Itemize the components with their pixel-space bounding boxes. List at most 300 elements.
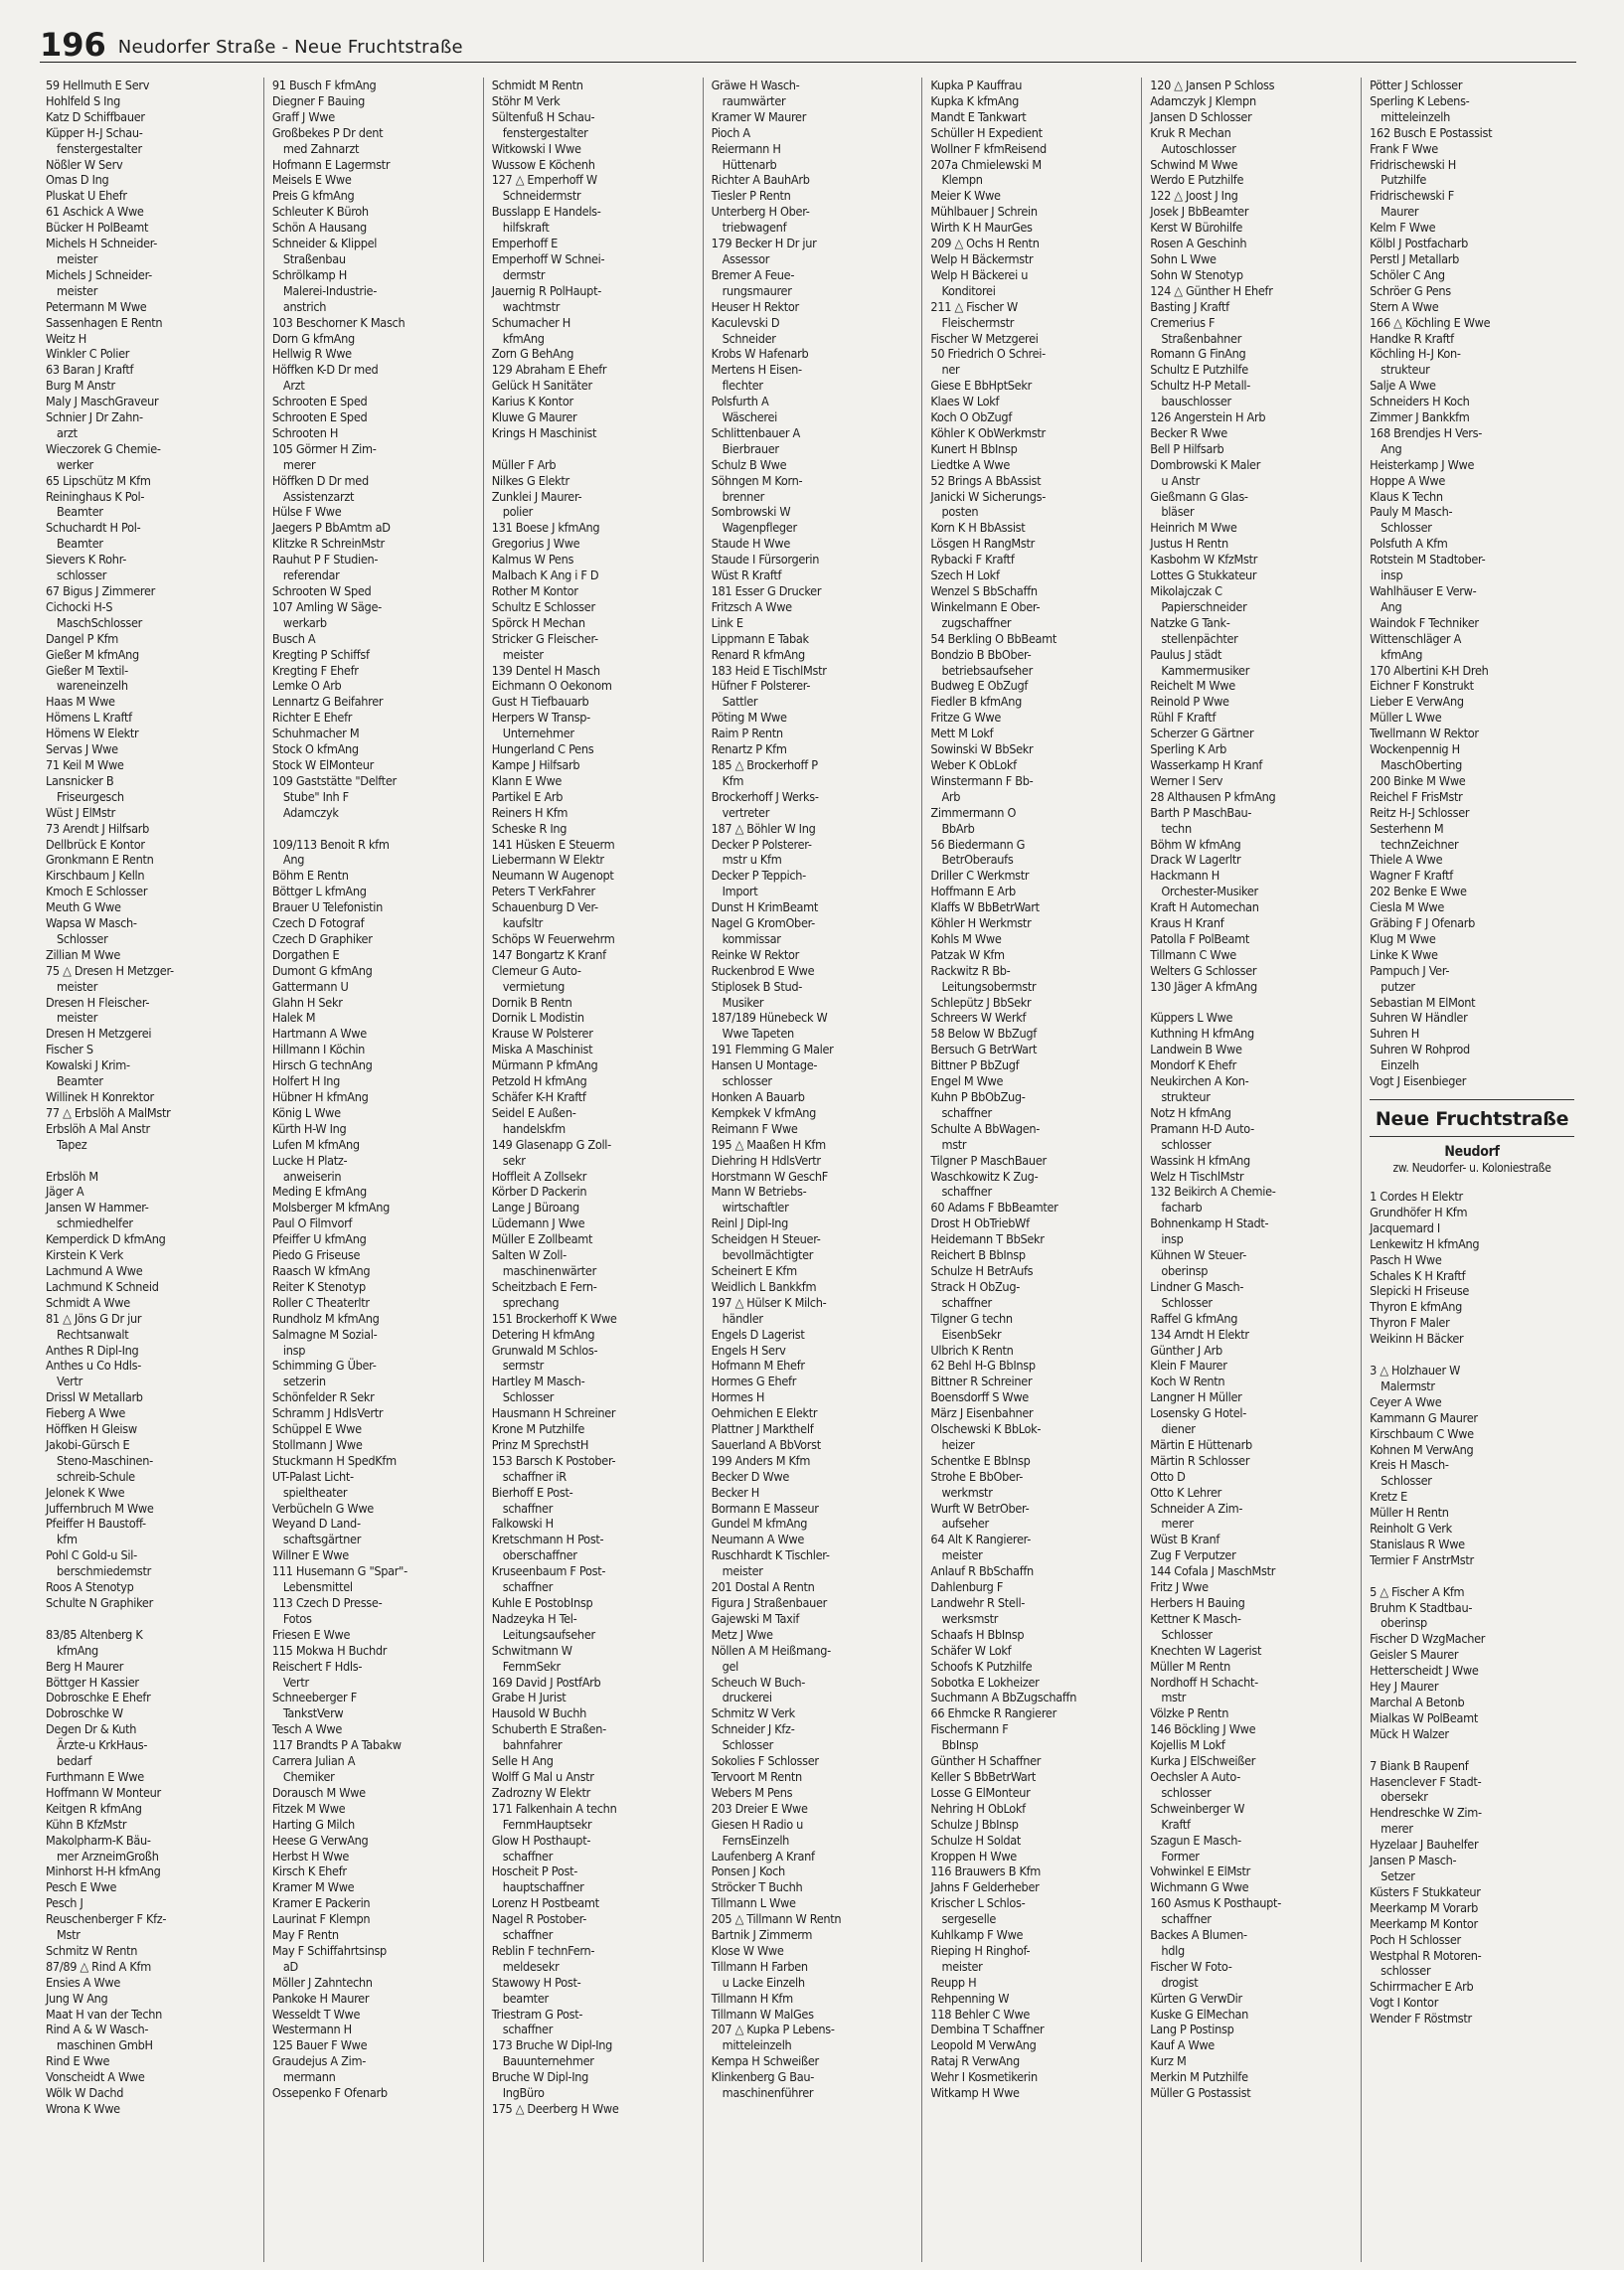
directory-entry: betriebsaufseher	[930, 662, 1033, 678]
directory-entry: Anlauf R BbSchaffn	[930, 1563, 1034, 1579]
directory-entry: Kampe J Hilfsarb	[491, 756, 580, 772]
directory-entry: Kregting P Schiffsf	[271, 646, 370, 662]
directory-entry: Küppers L Wwe	[1150, 1010, 1233, 1026]
directory-entry: mstr	[930, 1136, 967, 1152]
directory-entry: Rauhut P F Studien-	[271, 552, 379, 568]
directory-entry: Krings H Maschinist	[491, 424, 597, 440]
directory-entry	[46, 1611, 257, 1627]
directory-entry: Körber D Packerin	[491, 1184, 587, 1200]
directory-entry: Selle H Ang	[491, 1753, 554, 1769]
directory-entry: Scheidgen H Steuer-	[711, 1231, 821, 1247]
directory-entry: Schröer G Pens	[1370, 282, 1451, 298]
directory-entry: Nilkes G Elektr	[491, 472, 569, 488]
directory-entry: Lorenz H Postbeamt	[491, 1895, 599, 1911]
directory-entry: Brauer U Telefonistin	[271, 899, 384, 915]
directory-entry: 209 △ Ochs H Rentn	[930, 236, 1040, 251]
directory-entry: raumwärter	[711, 92, 786, 108]
directory-entry: techn	[1150, 820, 1192, 836]
directory-entry: Günther H Schaffner	[930, 1753, 1042, 1769]
directory-entry: Lippmann E Tabak	[711, 630, 809, 646]
directory-entry: 66 Ehmcke R Rangierer	[930, 1705, 1056, 1721]
directory-entry: 199 Anders M Kfm	[711, 1452, 811, 1468]
directory-entry: Maat H van der Techn	[46, 2006, 163, 2022]
directory-entry	[272, 821, 477, 837]
directory-entry: Lindner G Masch-	[1150, 1278, 1244, 1294]
directory-entry: Weitz H	[46, 330, 86, 346]
directory-entry: 28 Althausen P kfmAng	[1150, 788, 1276, 804]
directory-entry: Engel M Wwe	[930, 1073, 1004, 1089]
directory-entry: Weikinn H Bäcker	[1370, 1331, 1464, 1347]
directory-column	[921, 78, 1141, 2262]
directory-entry: Sowinski W BbSekr	[930, 741, 1034, 757]
directory-entry: Nöllen A M Heißmang-	[711, 1642, 831, 1658]
directory-entry: Dumont G kfmAng	[271, 962, 373, 978]
directory-entry: triebwagenf	[711, 220, 787, 236]
directory-entry: Schulze H Soldat	[930, 1832, 1022, 1848]
directory-entry: Fritzsch A Wwe	[711, 598, 792, 614]
directory-entry: Wieczorek G Chemie-	[46, 440, 161, 456]
directory-entry: Ceyer A Wwe	[1370, 1393, 1442, 1409]
directory-entry: Schleuter K Büroh	[271, 204, 369, 220]
directory-entry: Verbücheln G Wwe	[271, 1500, 374, 1516]
directory-entry: bevollmächtigter	[711, 1247, 814, 1263]
directory-entry: Vogt I Kontor	[1370, 1995, 1439, 2011]
directory-column	[263, 78, 483, 2262]
directory-entry	[1370, 1568, 1574, 1584]
directory-entry: Mondorf K Ehefr	[1150, 1057, 1237, 1073]
directory-entry: Hungerland C Pens	[491, 741, 594, 757]
directory-entry	[1150, 995, 1355, 1011]
directory-entry: Mett M Lokf	[930, 726, 994, 741]
directory-entry: Schultz H-P Metall-	[1150, 378, 1251, 394]
directory-entry: Busslapp E Handels-	[491, 204, 601, 220]
directory-entry: Former	[1150, 1848, 1200, 1864]
directory-entry: Wenzel S BbSchaffn	[930, 583, 1038, 598]
directory-entry: Dunst H KrimBeamt	[711, 899, 819, 915]
directory-entry: schlosser	[1150, 1784, 1212, 1800]
directory-entry: Schrooten E Sped	[271, 394, 368, 409]
directory-entry: Tilgner P MaschBauer	[930, 1152, 1047, 1168]
district-note: zw. Neudorfer- u. Koloniestraße	[1392, 1161, 1551, 1175]
directory-entry: Michels J Schneider-	[46, 266, 152, 282]
directory-entry: 151 Brockerhoff K Wwe	[491, 1310, 617, 1326]
directory-entry: maschinen GmbH	[46, 2037, 153, 2053]
directory-entry: Winstermann F Bb-	[930, 772, 1034, 788]
directory-entry: Katz D Schiffbauer	[46, 108, 145, 124]
directory-entry: Stöhr M Verk	[491, 92, 561, 108]
directory-entry: 111 Husemann G "Spar"-	[271, 1563, 407, 1579]
directory-entry: Scheske R Ing	[491, 820, 568, 836]
directory-entry: Bruche W Dipl-Ing	[491, 2069, 589, 2085]
directory-entry: Sperling K Arb	[1150, 741, 1226, 757]
directory-entry: Stock O kfmAng	[271, 741, 359, 757]
directory-entry: 83/85 Altenberg K	[46, 1626, 143, 1642]
directory-entry: Strohe E BbOber-	[930, 1468, 1024, 1484]
directory-entry: Petermann M Wwe	[46, 298, 147, 314]
directory-entry: Suhren W Händler	[1370, 1010, 1468, 1026]
directory-entry: Dobroschke E Ehefr	[46, 1690, 151, 1705]
directory-entry: Jauernig R PolHaupt-	[491, 282, 601, 298]
directory-entry: Hoffmann E Arb	[930, 884, 1016, 899]
directory-entry: Reinholt G Verk	[1370, 1521, 1452, 1537]
directory-entry: Frank F Wwe	[1370, 140, 1438, 156]
directory-entry: 3 △ Holzhauer W	[1370, 1362, 1461, 1378]
directory-entry: Petzold H kfmAng	[491, 1073, 587, 1089]
directory-entry: schreib-Schule	[46, 1468, 135, 1484]
directory-entry: kfmAng	[491, 330, 545, 346]
directory-entry: 153 Barsch K Postober-	[491, 1452, 616, 1468]
directory-entry: zugschaffner	[930, 614, 1012, 630]
directory-entry: Zorn G BehAng	[491, 346, 574, 362]
directory-entry: Hömens L Kraftf	[46, 710, 132, 726]
directory-entry: Assistenzarzt	[271, 488, 355, 504]
directory-entry: Pesch J	[46, 1895, 83, 1911]
directory-entry: Winkler C Polier	[46, 346, 130, 362]
directory-entry: Hetterscheidt J Wwe	[1370, 1663, 1479, 1679]
directory-entry: insp	[1370, 568, 1403, 583]
directory-entry: Pesch E Wwe	[46, 1879, 117, 1895]
directory-entry: 103 Beschorner K Masch	[271, 314, 406, 330]
directory-entry: Klaus K Techn	[1370, 488, 1443, 504]
directory-entry: Wahlhäuser E Verw-	[1370, 583, 1477, 598]
directory-entry: Jansen W Hammer-	[46, 1200, 149, 1216]
directory-entry: Hüttenarb	[711, 156, 777, 172]
directory-entry: Schales K H Kraftf	[1370, 1267, 1466, 1283]
directory-entry: Zimmermann O	[930, 804, 1017, 820]
directory-entry: May F Schiffahrtsinsp	[271, 1942, 387, 1958]
directory-entry: Szagun E Masch-	[1150, 1832, 1241, 1848]
directory-entry: Heisterkamp J Wwe	[1370, 456, 1475, 472]
directory-entry: Schneider & Klippel	[271, 236, 378, 251]
directory-entry: Richter E Ehefr	[271, 710, 353, 726]
directory-entry: schaffner	[930, 1184, 992, 1200]
directory-entry: Pfeiffer H Baustoff-	[46, 1516, 146, 1532]
directory-entry: Lang P Postinsp	[1150, 2022, 1234, 2037]
directory-entry: Kowalski J Krim-	[46, 1057, 130, 1073]
directory-entry: Wrona K Wwe	[46, 2101, 120, 2116]
directory-entry: Barth P MaschBau-	[1150, 804, 1252, 820]
directory-entry: Schaafs H BbInsp	[930, 1626, 1025, 1642]
directory-entry: Stiplosek B Stud-	[711, 978, 803, 994]
directory-entry: Schlepütz J BbSekr	[930, 994, 1032, 1010]
directory-entry: Figura J Straßenbauer	[711, 1595, 827, 1610]
directory-entry: Schmitz W Verk	[711, 1705, 795, 1721]
directory-entry: Klinkenberg G Bau-	[711, 2069, 815, 2085]
directory-entry: Wagenpfleger	[711, 520, 797, 536]
directory-column	[1361, 78, 1580, 2262]
directory-entry: aufseher	[930, 1516, 989, 1532]
directory-entry: Schneider A Zim-	[1150, 1500, 1243, 1516]
directory-entry: Küpper H-J Schau-	[46, 124, 143, 140]
directory-entry: Sattler	[711, 694, 758, 710]
directory-entry: Prinz M SprechstH	[491, 1436, 589, 1452]
directory-entry: druckerei	[711, 1690, 772, 1705]
directory-entry: Reischert F Hdls-	[271, 1658, 363, 1674]
directory-entry: Scheinert E Kfm	[711, 1262, 797, 1278]
directory-entry: Reichert B BbInsp	[930, 1247, 1026, 1263]
directory-entry: Wollner F kfmReisend	[930, 140, 1047, 156]
directory-entry: schaffner	[1150, 1911, 1212, 1927]
directory-entry: Bremer A Feue-	[711, 266, 795, 282]
directory-entry: Kojellis M Lokf	[1150, 1737, 1225, 1753]
directory-entry: Dorn G kfmAng	[271, 330, 355, 346]
directory-entry: merer	[1150, 1516, 1194, 1532]
directory-entry: Böttger L kfmAng	[271, 884, 367, 899]
directory-entry: Ang	[271, 852, 305, 868]
directory-entry: Schneeberger F	[271, 1690, 357, 1705]
directory-entry: Losse G ElMonteur	[930, 1784, 1031, 1800]
directory-entry: Schneidermstr	[491, 188, 581, 204]
directory-entry: posten	[930, 504, 979, 520]
directory-entry: Unternehmer	[491, 726, 574, 741]
directory-entry: Meerkamp M Kontor	[1370, 1915, 1478, 1931]
directory-entry: Raim P Rentn	[711, 726, 783, 741]
directory-entry: Ponsen J Koch	[711, 1864, 785, 1879]
directory-entry: Waindok F Techniker	[1370, 614, 1479, 630]
directory-entry: Rackwitz R Bb-	[930, 962, 1011, 978]
directory-entry: 132 Beikirch A Chemie-	[1150, 1184, 1276, 1200]
directory-entry: Rieping H Ringhof-	[930, 1942, 1031, 1958]
directory-entry: Liedtke A Wwe	[930, 456, 1011, 472]
directory-entry: Hansen U Montage-	[711, 1057, 818, 1073]
directory-entry: Winkelmann E Ober-	[930, 598, 1041, 614]
directory-entry: IngBüro	[491, 2085, 545, 2101]
directory-entry: 54 Berkling O BbBeamt	[930, 630, 1057, 646]
directory-entry: Busch A	[271, 630, 316, 646]
directory-column	[483, 78, 703, 2262]
directory-entry: Höffken D Dr med	[271, 472, 369, 488]
directory-entry: Müller G Postassist	[1150, 2085, 1251, 2101]
directory-entry: Bohnenkamp H Stadt-	[1150, 1216, 1269, 1231]
directory-entry: schaffner	[491, 1927, 554, 1943]
directory-entry: hauptschaffner	[491, 1879, 584, 1895]
directory-entry: Tillmann C Wwe	[1150, 946, 1236, 962]
directory-entry: Paul O Filmvorf	[271, 1216, 353, 1231]
directory-entry: Dembina T Schaffner	[930, 2022, 1045, 2037]
directory-entry: Eichmann O Oekonom	[491, 678, 612, 694]
directory-entry: schaftsgärtner	[271, 1532, 362, 1547]
directory-entry: Hartley M Masch-	[491, 1374, 585, 1389]
directory-entry: Schmidt M Rentn	[491, 78, 583, 92]
directory-entry: Mann W Betriebs-	[711, 1184, 807, 1200]
directory-entry: dermstr	[491, 266, 546, 282]
directory-entry: Jaegers P BbAmtm aD	[271, 520, 391, 536]
directory-entry: Krischer L Schlos-	[930, 1895, 1026, 1911]
directory-entry: Plattner J Markthelf	[711, 1421, 814, 1437]
directory-entry: Stanislaus R Wwe	[1370, 1536, 1465, 1551]
directory-entry: 207 △ Kupka P Lebens-	[711, 2022, 835, 2037]
directory-entry: 120 △ Jansen P Schloss	[1150, 78, 1275, 92]
directory-entry: Becker D Wwe	[711, 1468, 790, 1484]
directory-entry: insp	[1150, 1231, 1184, 1247]
directory-entry: Wurft W BetrOber-	[930, 1500, 1030, 1516]
directory-entry: Weyand D Land-	[271, 1516, 361, 1532]
directory-entry: Höffken K-D Dr med	[271, 362, 379, 378]
directory-entry: Glow H Posthaupt-	[491, 1832, 591, 1848]
directory-entry: Gundel M kfmAng	[711, 1516, 808, 1532]
directory-entry: 1 Cordes H Elektr	[1370, 1189, 1463, 1204]
directory-entry: Ang	[1370, 440, 1402, 456]
directory-entry: Tillmann H Farben	[711, 1958, 808, 1974]
directory-entry: 169 David J PostfArb	[491, 1674, 601, 1690]
directory-entry: Herbers H Bauing	[1150, 1595, 1245, 1610]
directory-entry: Schlosser	[1150, 1294, 1213, 1310]
directory-entry: 129 Abraham E Ehefr	[491, 362, 607, 378]
directory-entry: Otto K Lehrer	[1150, 1484, 1221, 1500]
directory-entry: Adamczyk	[271, 804, 339, 820]
directory-entry: Schuchardt H Pol-	[46, 520, 141, 536]
directory-entry: Bell P Hilfsarb	[1150, 440, 1224, 456]
directory-entry: Kmoch E Schlosser	[46, 884, 148, 899]
directory-entry: Dangel P Kfm	[46, 630, 119, 646]
directory-entry: Schulte A BbWagen-	[930, 1120, 1041, 1136]
directory-entry: Natzke G Tank-	[1150, 614, 1230, 630]
directory-entry: kommissar	[711, 930, 781, 946]
directory-entry: Schulte N Graphiker	[46, 1595, 153, 1610]
directory-entry: Welp H Bäckermstr	[930, 250, 1034, 266]
directory-entry: maschinenwärter	[491, 1262, 596, 1278]
directory-entry: merer	[1370, 1821, 1413, 1837]
directory-entry: Wassink H kfmAng	[1150, 1152, 1250, 1168]
directory-entry: Czech D Graphiker	[271, 930, 373, 946]
directory-entry: Bierhoff E Post-	[491, 1484, 573, 1500]
directory-entry: Müller H Rentn	[1370, 1505, 1449, 1521]
directory-entry: Zillian M Wwe	[46, 946, 120, 962]
directory-entry: Schrölkamp H	[271, 266, 347, 282]
directory-entry: König L Wwe	[271, 1104, 341, 1120]
directory-entry: BbInsp	[930, 1737, 979, 1753]
directory-entry: Schönfelder R Sekr	[271, 1389, 375, 1405]
directory-entry: Kettner K Masch-	[1150, 1610, 1241, 1626]
directory-entry: polier	[491, 504, 533, 520]
directory-entry: Straßenbahner	[1150, 330, 1242, 346]
directory-entry: mstr u Kfm	[711, 852, 782, 868]
directory-entry: Linke K Wwe	[1370, 946, 1438, 962]
directory-entry: Fischer W Metzgerei	[930, 330, 1039, 346]
directory-entry: Welz H TischlMstr	[1150, 1168, 1244, 1184]
directory-entry: Kohnen M VerwAng	[1370, 1441, 1474, 1457]
directory-entry: hilfskraft	[491, 220, 550, 236]
directory-entry: Geisler S Maurer	[1370, 1647, 1459, 1663]
directory-entry: Hoffleit A Zollsekr	[491, 1168, 587, 1184]
directory-entry: Pötter J Schlosser	[1370, 78, 1463, 92]
directory-entry: Reitz H-J Schlosser	[1370, 804, 1470, 820]
directory-entry: Laurinat F Klempn	[271, 1911, 371, 1927]
directory-entry: Hellwig R Wwe	[271, 346, 352, 362]
directory-entry: 166 △ Köchling E Wwe	[1370, 314, 1491, 330]
directory-entry: Hillmann I Köchin	[271, 1042, 366, 1057]
directory-entry: Vonscheidt A Wwe	[46, 2069, 145, 2085]
directory-entry: Schuberth E Straßen-	[491, 1721, 606, 1737]
directory-entry: Willinek H Konrektor	[46, 1089, 154, 1104]
directory-entry: Schüppel E Wwe	[271, 1421, 362, 1437]
directory-entry: Wagner F Kraftf	[1370, 868, 1453, 884]
directory-entry: referendar	[271, 568, 340, 583]
directory-entry: Giesen H Radio u	[711, 1816, 804, 1832]
directory-entry: Köhler K ObWerkmstr	[930, 424, 1046, 440]
directory-entry: 130 Jäger A kfmAng	[1150, 978, 1257, 994]
directory-entry: Kupka K kfmAng	[930, 92, 1020, 108]
directory-entry: 109 Gaststätte "Delfter	[271, 772, 397, 788]
directory-entry: Assessor	[711, 250, 770, 266]
directory-entry: Jakobi-Gürsch E	[46, 1436, 130, 1452]
directory-entry: Reiermann H	[711, 140, 781, 156]
directory-entry: Rehpenning W	[930, 1990, 1010, 2006]
directory-entry: Driller C Werkmstr	[930, 868, 1030, 884]
directory-entry: Schäfer W Lokf	[930, 1642, 1012, 1658]
directory-entry: Dornik B Rentn	[491, 994, 572, 1010]
directory-entry: Günther J Arb	[1150, 1342, 1222, 1358]
directory-entry: aD	[271, 1958, 298, 1974]
directory-entry: Koch O ObZugf	[930, 409, 1013, 425]
directory-entry: Graff J Wwe	[271, 108, 335, 124]
directory-entry: Decker P Polsterer-	[711, 836, 812, 852]
directory-entry: Malbach K Ang i F D	[491, 568, 599, 583]
directory-entry: sermstr	[491, 1358, 544, 1374]
directory-entry: Fritz J Wwe	[1150, 1579, 1209, 1595]
directory-entry: Schulze J BbInsp	[930, 1816, 1019, 1832]
directory-entry: mitteleinzelh	[711, 2037, 792, 2053]
directory-entry: Schirrmacher E Arb	[1370, 1979, 1474, 1995]
directory-entry: berschmiedemstr	[46, 1563, 152, 1579]
directory-entry: händler	[711, 1310, 763, 1326]
directory-entry: Wirth K H MaurGes	[930, 220, 1033, 236]
directory-entry: 146 Böckling J Wwe	[1150, 1721, 1256, 1737]
directory-entry: Klaffs W BbBetrWart	[930, 899, 1040, 915]
directory-entry: diener	[1150, 1421, 1196, 1437]
directory-entry: 61 Aschick A Wwe	[46, 204, 144, 220]
directory-entry: Dobroschke W	[46, 1705, 123, 1721]
directory-entry: Klein F Maurer	[1150, 1358, 1227, 1374]
directory-entry: 7 Biank B Raupenf	[1370, 1757, 1469, 1773]
directory-entry: Gräwe H Wasch-	[711, 78, 800, 92]
directory-entry: Salmagne M Sozial-	[271, 1326, 378, 1342]
directory-entry: Witkowski I Wwe	[491, 140, 581, 156]
directory-entry: Losensky G Hotel-	[1150, 1405, 1247, 1421]
directory-entry: Wesseldt T Wwe	[271, 2006, 361, 2022]
directory-entry: Straßenbau	[271, 250, 346, 266]
directory-entry: Meding E kfmAng	[271, 1184, 367, 1200]
directory-entry: Decker P Teppich-	[711, 868, 806, 884]
directory-entry: Pankoke H Maurer	[271, 1990, 370, 2006]
directory-entry: 75 △ Dresen H Metzger-	[46, 962, 174, 978]
directory-entry: Graudejus A Zim-	[271, 2053, 366, 2069]
directory-entry: Wäscherei	[711, 409, 778, 425]
directory-entry: FernsEinzelh	[711, 1832, 790, 1848]
directory-entry: Jäger A	[46, 1184, 84, 1200]
directory-entry: 127 △ Emperhoff W	[491, 172, 597, 188]
directory-entry: Vogt J Eisenbieger	[1370, 1073, 1467, 1089]
directory-entry: Welp H Bäckerei u	[930, 266, 1029, 282]
directory-entry: Hübner H kfmAng	[271, 1089, 369, 1104]
directory-entry: Becker H	[711, 1484, 759, 1500]
directory-entry: Reimann F Wwe	[711, 1120, 798, 1136]
directory-entry: EisenbSekr	[930, 1326, 1002, 1342]
directory-entry: Knechten W Lagerist	[1150, 1642, 1262, 1658]
directory-entry: Malerei-Industrie-	[271, 282, 378, 298]
directory-entry: Kempkek V kfmAng	[711, 1104, 817, 1120]
directory-entry: Lemke O Arb	[271, 678, 342, 694]
directory-entry: Kramer M Wwe	[271, 1879, 355, 1895]
directory-entry: Klug M Wwe	[1370, 930, 1436, 946]
directory-entry: Hartmann A Wwe	[271, 1026, 367, 1042]
directory-entry: Pasch H Wwe	[1370, 1251, 1442, 1267]
directory-entry: Import	[711, 884, 758, 899]
directory-entry: Sassenhagen E Rentn	[46, 314, 163, 330]
directory-entry: werksmstr	[930, 1610, 999, 1626]
directory-entry: schlosser	[711, 1073, 772, 1089]
directory-entry: Wapsa W Masch-	[46, 915, 137, 931]
